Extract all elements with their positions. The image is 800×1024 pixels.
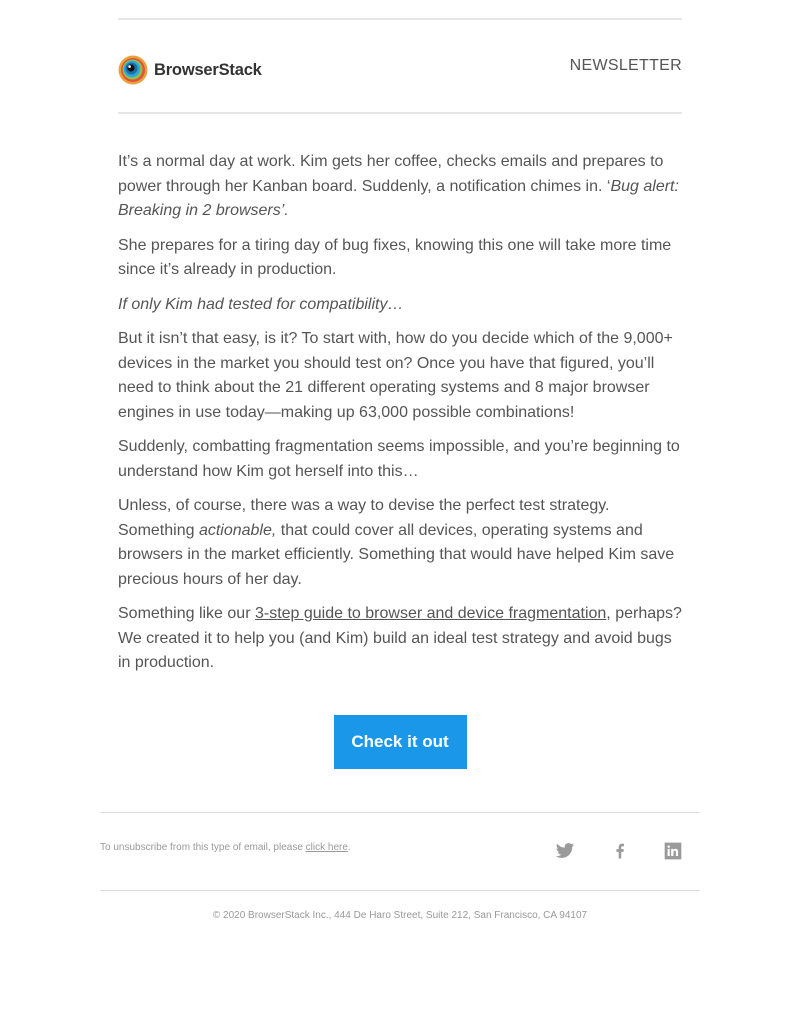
check-it-out-button[interactable]: Check it out (334, 715, 467, 769)
unsubscribe-text: To unsubscribe from this type of email, please (100, 842, 306, 853)
footer-divider-top (100, 812, 700, 813)
strategy-text-start: Unless, of course, there was a way to devise the perfect test strategy. Something (118, 497, 610, 539)
guide-text-start: Something like our (118, 605, 255, 622)
facebook-icon[interactable] (610, 841, 630, 861)
actionable-text: actionable, (198, 521, 277, 539)
paragraph-guide (118, 602, 682, 676)
paragraph-fragmentation: Suddenly, combatting fragmentation seems impossible, and you’re beginning to understand how Kim got herself into this… (118, 438, 680, 480)
bug-alert-text: Bug alert: Breaking in 2 browsers’. (118, 177, 679, 219)
browserstack-logo[interactable] (118, 55, 262, 85)
intro-text: It’s a normal day at work. Kim gets her coffee, checks emails and prepares to power through her Kanban board. Suddenly, a notification chimes in. ‘ (118, 153, 664, 195)
newsletter-label: NEWSLETTER (569, 57, 682, 74)
unsubscribe-link[interactable]: click here (305, 842, 348, 853)
paragraph-bug-fixes: She prepares for a tiring day of bug fixes, knowing this one will take more time since it’s already in production. (118, 236, 672, 278)
paragraph-intro (118, 150, 682, 224)
linkedin-icon[interactable] (663, 841, 683, 861)
paragraph-devices: But it isn’t that easy, is it? To start with, how do you decide which of the 9,000+ devices in the market you should test on? Once you have that figured, you’ll need to think about the 21 different operating systems and 8 major browser engines in use today—making up 63,000 possible combinations! (118, 330, 673, 421)
email-body (118, 150, 682, 686)
if-only-text: If only Kim had tested for compatibility… (118, 295, 404, 313)
twitter-icon[interactable] (555, 841, 575, 861)
paragraph-if-only (118, 293, 682, 318)
paragraph-strategy (118, 494, 682, 592)
footer-divider-bottom (100, 890, 700, 891)
fragmentation-guide-link[interactable]: 3-step guide to browser and device fragmentation (254, 605, 607, 622)
cta-container (0, 715, 800, 769)
unsubscribe-end: . (347, 842, 351, 853)
unsubscribe-notice (100, 842, 351, 853)
browserstack-logo-icon (118, 55, 148, 85)
brand-name: BrowserStack (154, 60, 262, 79)
header-divider (118, 112, 682, 114)
copyright-address: © 2020 BrowserStack Inc., 444 De Haro Street, Suite 212, San Francisco, CA 94107 (212, 910, 588, 921)
guide-text-end: , perhaps? We created it to help you (and Kim) build an ideal test strategy and avoid bugs in production. (118, 605, 682, 671)
newsletter-header (118, 20, 682, 114)
strategy-text-end: that could cover all devices, operating systems and browsers in the market efficiently. Something that would have helped Kim save precious hours of her day. (118, 521, 675, 588)
